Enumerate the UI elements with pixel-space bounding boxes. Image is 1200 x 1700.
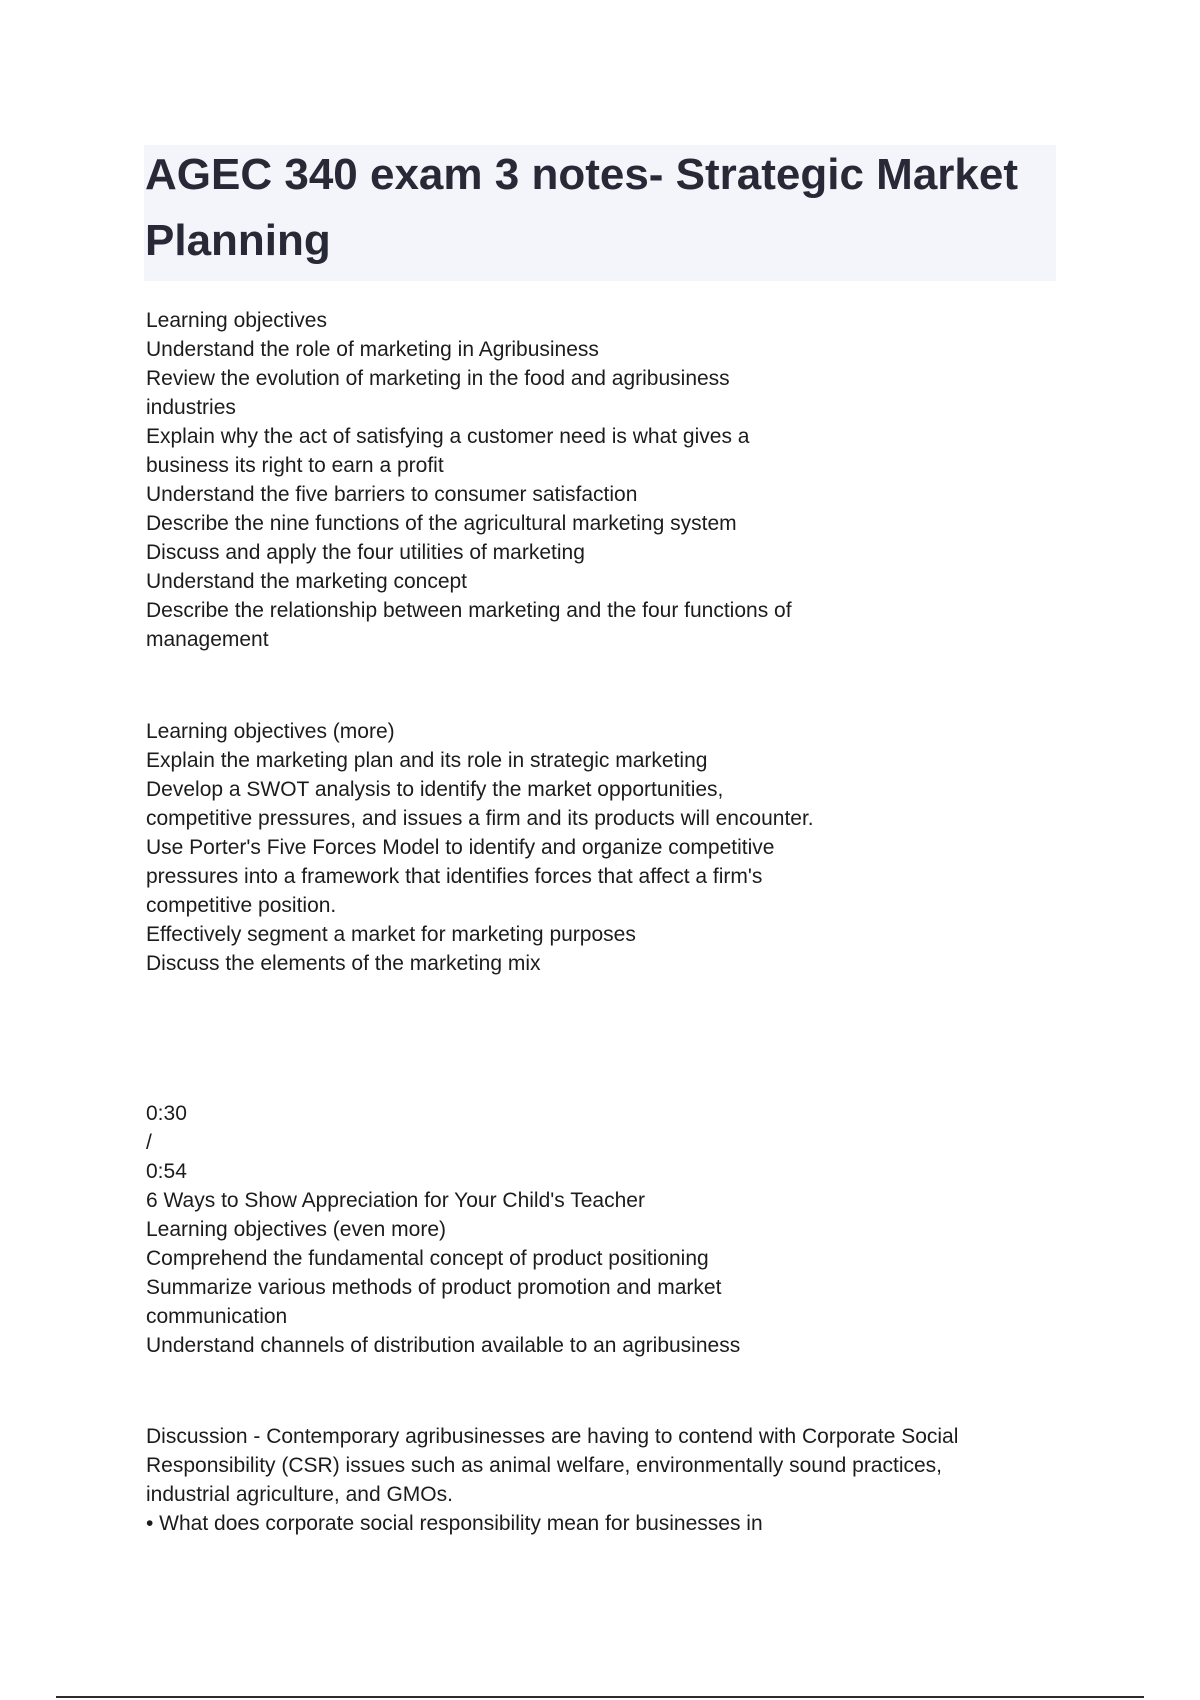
video-duration: 0:54 [146, 1160, 187, 1183]
list-item: Discuss the elements of the marketing mix [146, 952, 541, 975]
list-item: Effectively segment a market for marketing purposes [146, 923, 636, 946]
list-item: Explain the marketing plan and its role in strategic marketing [146, 749, 708, 772]
section-heading: Learning objectives (more) [146, 720, 395, 743]
list-item: Understand channels of distribution available to an agribusiness [146, 1334, 741, 1357]
list-item: Review the evolution of marketing in the food and agribusiness industries [146, 367, 730, 419]
list-item: Describe the nine functions of the agricultural marketing system [146, 512, 737, 535]
list-item: Summarize various methods of product promotion and market communication [146, 1276, 722, 1328]
list-item: Understand the marketing concept [146, 570, 468, 593]
page-title: AGEC 340 exam 3 notes- Strategic Market Planning [145, 150, 1019, 265]
discussion-text: Discussion - Contemporary agribusinesses are having to contend with Corporate Social Responsibility (CSR) issues such as animal welfare, environmentally sound practices, industrial agriculture, and GMOs. [146, 1425, 959, 1506]
list-item: Develop a SWOT analysis to identify the market opportunities, competitive pressures, and issues a firm and its products will encounter. [146, 778, 814, 830]
learning-objectives-more-section [146, 717, 816, 978]
video-and-even-more-section [146, 1099, 816, 1360]
list-item: Describe the relationship between marketing and the four functions of management [146, 599, 792, 651]
discussion-bullet: • What does corporate social responsibility mean for businesses in [146, 1512, 763, 1535]
video-time-separator: / [146, 1131, 152, 1154]
list-item: Understand the role of marketing in Agribusiness [146, 338, 599, 361]
page-bottom-rule [56, 1696, 1144, 1698]
discussion-section [146, 1422, 966, 1538]
list-item: Comprehend the fundamental concept of product positioning [146, 1247, 709, 1270]
video-current-time: 0:30 [146, 1102, 187, 1125]
list-item: Understand the five barriers to consumer satisfaction [146, 483, 638, 506]
list-item: Explain why the act of satisfying a customer need is what gives a business its right to earn a profit [146, 425, 750, 477]
learning-objectives-section [146, 306, 816, 654]
video-caption: 6 Ways to Show Appreciation for Your Child's Teacher [146, 1189, 645, 1212]
section-heading: Learning objectives [146, 309, 327, 332]
list-item: Use Porter's Five Forces Model to identify and organize competitive pressures into a framework that identifies forces that affect a firm's competitive position. [146, 836, 775, 917]
section-heading: Learning objectives (even more) [146, 1218, 446, 1241]
list-item: Discuss and apply the four utilities of marketing [146, 541, 585, 564]
